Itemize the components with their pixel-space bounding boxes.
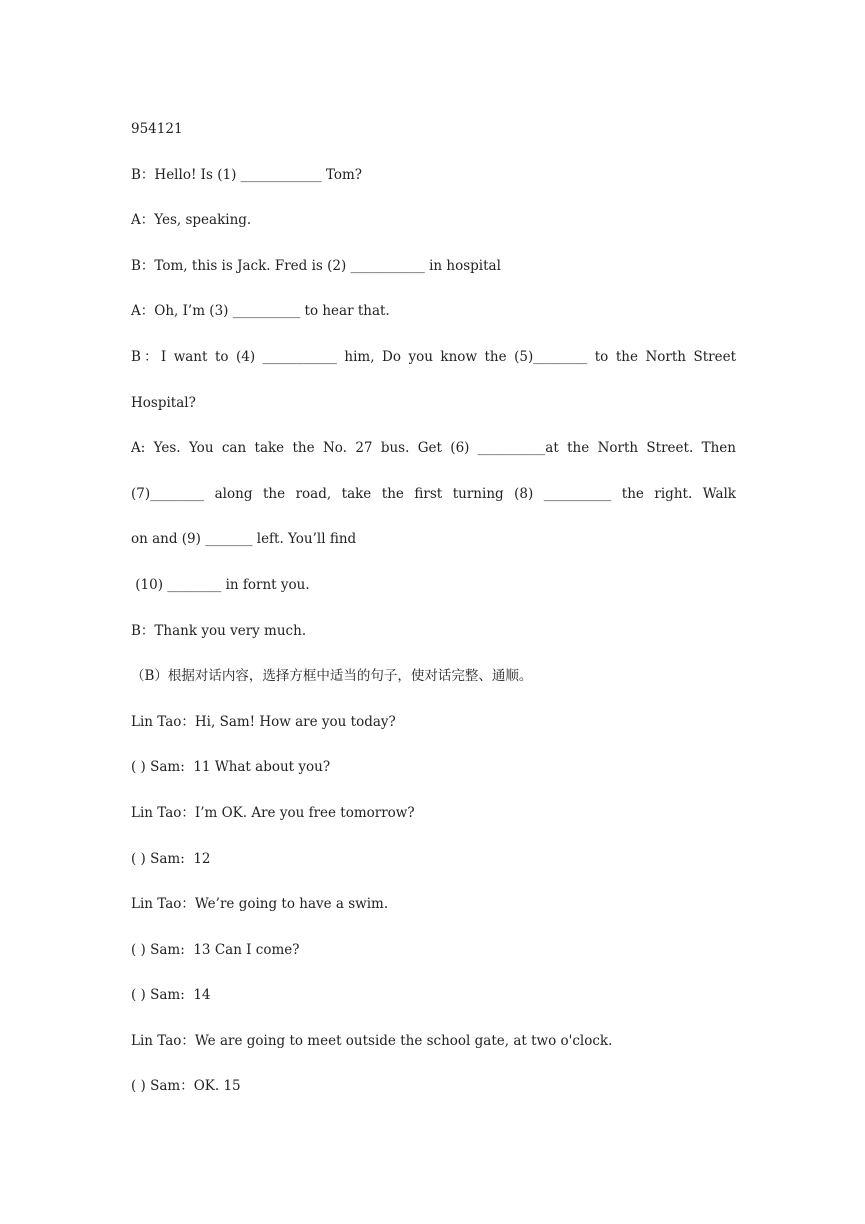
dialogue-b-line-9: ( ) Sam：OK. 15 — [131, 1078, 241, 1095]
dialogue-line-6-cont-3: (10) ________ in fornt you. — [131, 576, 310, 593]
dialogue-b-line-8: Lin Tao：We are going to meet outside the school gate, at two o'clock. — [131, 1032, 613, 1049]
dialogue-b-line-2: ( ) Sam: 11 What about you? — [131, 759, 331, 776]
dialogue-b-line-6: ( ) Sam: 13 Can I come? — [131, 941, 300, 958]
dialogue-line-5: B：I want to (4) ___________ him, Do you know the (5)________ to the North Street — [131, 348, 736, 365]
dialogue-line-6: A: Yes. You can take the No. 27 bus. Get (6) __________at the North Street. Then — [131, 440, 736, 457]
document-code: 954121 — [131, 121, 183, 137]
dialogue-line-1: B：Hello! Is (1) ____________ Tom? — [131, 166, 363, 183]
dialogue-b-line-4: ( ) Sam: 12 — [131, 850, 211, 867]
dialogue-line-7: B：Thank you very much. — [131, 622, 307, 639]
dialogue-line-3: B：Tom, this is Jack. Fred is (2) ___________ in hospital — [131, 257, 501, 274]
dialogue-b-line-1: Lin Tao：Hi, Sam! How are you today? — [131, 713, 396, 730]
dialogue-line-5-cont: Hospital? — [131, 394, 196, 411]
dialogue-b-line-5: Lin Tao：We’re going to have a swim. — [131, 896, 389, 913]
dialogue-line-6-cont-2: on and (9) _______ left. You’ll find — [131, 531, 357, 548]
section-b-instruction: （B）根据对话内容，选择方框中适当的句子，使对话完整、通顺。 — [131, 668, 533, 685]
dialogue-b-line-3: Lin Tao：I’m OK. Are you free tomorrow? — [131, 804, 415, 821]
dialogue-b-line-7: ( ) Sam: 14 — [131, 987, 211, 1004]
dialogue-line-4: A：Oh, I’m (3) __________ to hear that. — [131, 303, 390, 320]
document-body — [131, 116, 736, 1119]
dialogue-line-2: A：Yes, speaking. — [131, 212, 252, 229]
dialogue-line-6-cont-1: (7)________ along the road, take the first turning (8) __________ the right. Walk — [131, 485, 736, 502]
